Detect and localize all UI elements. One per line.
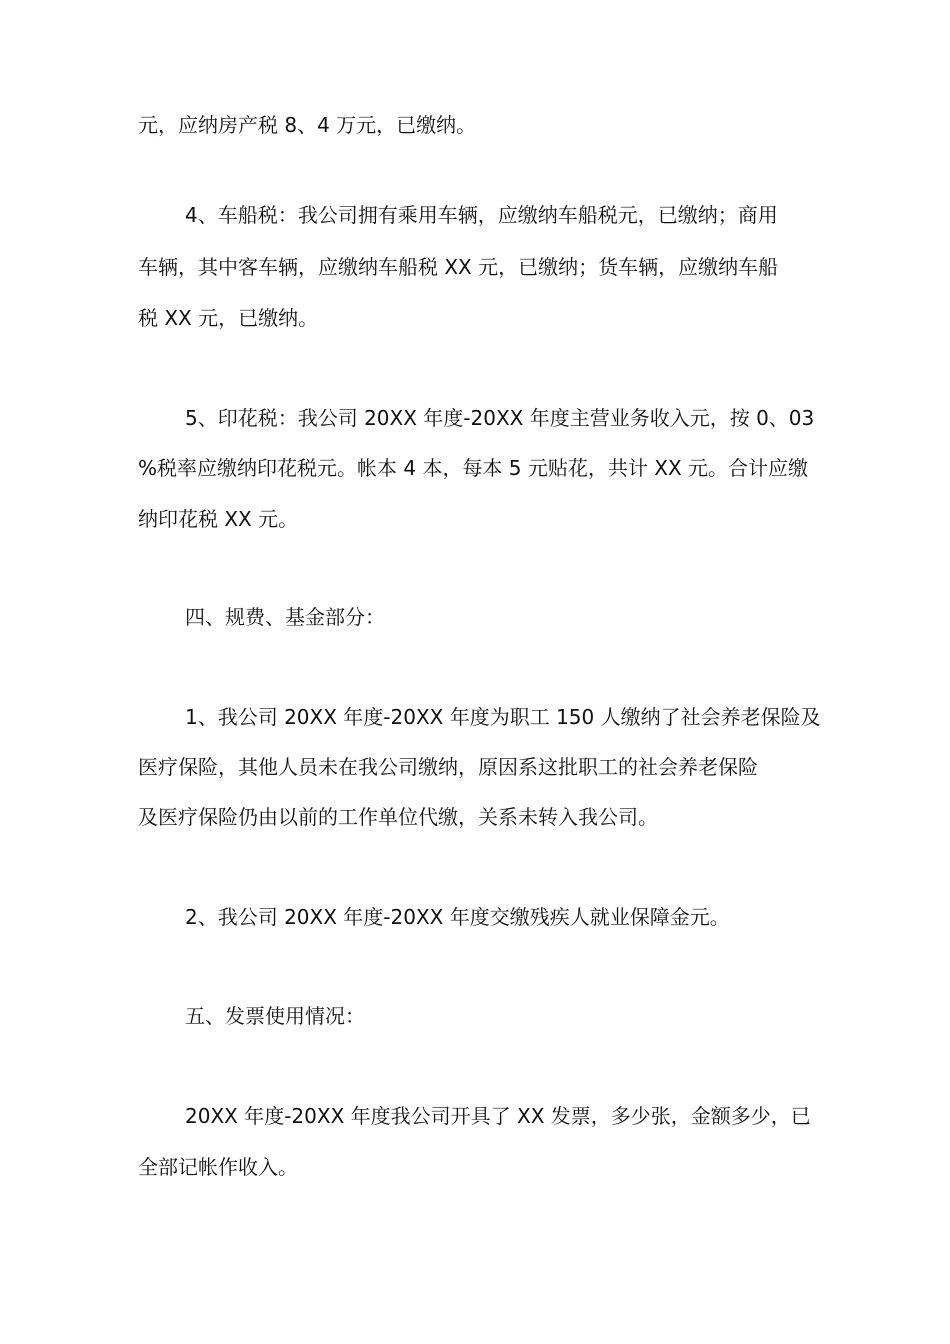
section-heading-invoices: 五、发票使用情况： (185, 1004, 365, 1028)
paragraph-stamp-tax-line-1: 5、印花税：我公司 20XX 年度-20XX 年度主营业务收入元，按 0、03 (185, 406, 815, 430)
paragraph-insurance-line-2: 医疗保险，其他人员未在我公司缴纳，原因系这批职工的社会养老保险 (138, 755, 758, 779)
paragraph-vehicle-tax-line-2: 车辆，其中客车辆，应缴纳车船税 XX 元，已缴纳；货车辆，应缴纳车船 (138, 255, 779, 279)
paragraph-insurance-line-3: 及医疗保险仍由以前的工作单位代缴，关系未转入我公司。 (138, 805, 658, 829)
paragraph-disability-fund: 2、我公司 20XX 年度-20XX 年度交缴残疾人就业保障金元。 (185, 905, 730, 929)
paragraph-stamp-tax-line-2: %税率应缴纳印花税元。帐本 4 本，每本 5 元贴花，共计 XX 元。合计应缴 (138, 456, 808, 480)
paragraph-vehicle-tax-line-1: 4、车船税：我公司拥有乘用车辆，应缴纳车船税元，已缴纳；商用 (185, 203, 778, 227)
paragraph-stamp-tax-line-3: 纳印花税 XX 元。 (138, 507, 299, 531)
text-line: 元，应纳房产税 8、4 万元，已缴纳。 (138, 113, 477, 137)
section-heading-fees: 四、规费、基金部分： (185, 605, 385, 629)
paragraph-insurance-line-1: 1、我公司 20XX 年度-20XX 年度为职工 150 人缴纳了社会养老保险及 (185, 705, 821, 729)
paragraph-invoices-line-2: 全部记帐作收入。 (138, 1155, 298, 1179)
paragraph-invoices-line-1: 20XX 年度-20XX 年度我公司开具了 XX 发票，多少张，金额多少，已 (185, 1104, 811, 1128)
paragraph-vehicle-tax-line-3: 税 XX 元，已缴纳。 (138, 306, 319, 330)
